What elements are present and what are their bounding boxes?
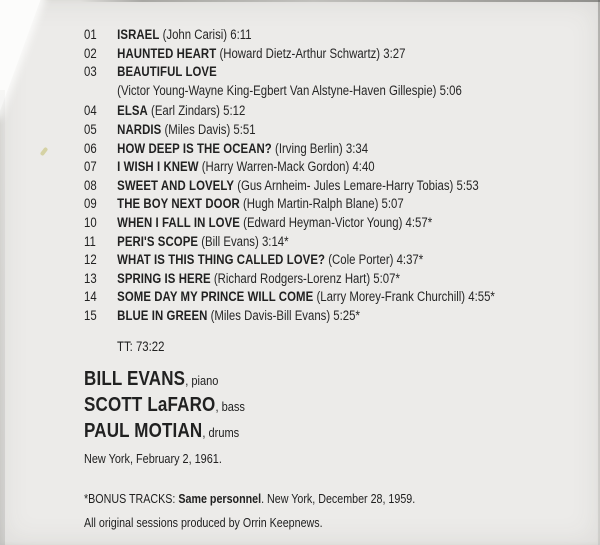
track-text-wrap [84, 140, 368, 159]
track-title: SWEET AND LOVELY [117, 177, 235, 193]
track-time: 6:11 [230, 27, 252, 42]
session-date-wrap [84, 452, 222, 466]
track-row [84, 158, 567, 177]
track-list [84, 26, 567, 326]
musician-role: , bass [215, 398, 245, 414]
personnel-wrap [84, 393, 245, 419]
track-number: 04 [84, 103, 97, 119]
session-date: New York, February 2, 1961. [84, 450, 222, 466]
track-text-wrap [84, 177, 479, 196]
track-text-wrap [84, 195, 404, 214]
bonus-note-emphasis: Same personnel [178, 491, 262, 506]
track-time: 3:14* [261, 233, 289, 249]
track-number: 01 [84, 27, 97, 42]
bonus-note-suffix: . New York, December 28, 1959. [261, 491, 416, 506]
track-title: THE BOY NEXT DOOR [117, 196, 240, 212]
personnel-wrap [84, 367, 218, 393]
track-credit: (Miles Davis-Bill Evans) [210, 307, 331, 323]
personnel-list [84, 367, 567, 445]
track-credit: (Miles Davis) [164, 121, 231, 137]
track-title: SOME DAY MY PRINCE WILL COME [117, 289, 314, 305]
total-time-wrap [117, 340, 164, 354]
total-time: TT: 73:22 [117, 338, 165, 354]
production-note-line [84, 517, 567, 530]
track-text-wrap [84, 251, 423, 270]
scan-left-edge [0, 90, 5, 545]
track-row [84, 307, 567, 326]
track-time: 4:55* [468, 289, 495, 305]
bonus-tracks-note [84, 493, 567, 506]
track-text-wrap [84, 270, 400, 289]
scan-corner-highlight [0, 0, 50, 114]
track-row [84, 195, 567, 214]
track-credit: (Richard Rodgers-Lorenz Hart) [213, 270, 371, 286]
track-number: 12 [84, 252, 97, 268]
personnel-row-piano [84, 367, 567, 393]
bonus-note-wrap [84, 493, 415, 506]
track-row [84, 251, 567, 270]
track-number: 08 [84, 177, 97, 193]
track-title: WHEN I FALL IN LOVE [117, 214, 240, 230]
track-credit: (Bill Evans) [201, 233, 259, 249]
track-title: ELSA [117, 103, 148, 119]
track-title: PERI'S SCOPE [117, 233, 199, 249]
track-row [84, 121, 567, 140]
track-text-wrap [84, 26, 252, 45]
track-number: 02 [84, 45, 97, 61]
track-time: 3:34 [345, 140, 369, 156]
track-credit: (Irving Berlin) [275, 140, 343, 156]
session-date-line [84, 452, 567, 466]
track-time: 4:37* [396, 252, 424, 268]
track-credit: (Gus Arnheim- Jules Lemare-Harry Tobias) [237, 177, 454, 193]
track-time: 5:25* [333, 307, 360, 323]
track-credit: (Howard Dietz-Arthur Schwartz) [219, 45, 381, 61]
production-note-wrap [84, 517, 323, 530]
track-credit: (Larry Morey-Frank Churchill) [316, 289, 466, 305]
track-time: 4:57* [405, 214, 433, 230]
track-text-wrap [84, 121, 256, 140]
scan-top-edge [80, 0, 600, 2]
track-time: 5:06 [439, 82, 462, 98]
track-time: 3:27 [383, 45, 406, 61]
track-title-line [84, 63, 462, 82]
musician-name: PAUL MOTIAN [84, 419, 203, 442]
track-time: 5:07* [373, 270, 400, 286]
track-row [84, 288, 567, 307]
track-row [84, 270, 567, 289]
track-title: BLUE IN GREEN [117, 307, 208, 323]
track-title: BEAUTIFUL LOVE [117, 64, 217, 80]
track-credit: (Edward Heyman-Victor Young) [243, 214, 403, 230]
track-credit: (Harry Warren-Mack Gordon) [201, 159, 350, 175]
track-title: HAUNTED HEART [117, 45, 217, 61]
track-text-wrap [84, 63, 462, 100]
track-time: 5:12 [223, 103, 246, 119]
track-credit: (Earl Zindars) [151, 103, 220, 119]
track-number: 13 [84, 270, 97, 286]
track-row [84, 140, 567, 159]
track-text-wrap [84, 214, 432, 233]
musician-role: , drums [202, 424, 240, 440]
track-time: 5:53 [456, 177, 479, 193]
track-row [84, 177, 567, 196]
track-text-wrap [84, 233, 289, 252]
track-text-wrap [84, 102, 245, 121]
track-number: 03 [84, 64, 97, 80]
track-text-wrap [84, 288, 495, 307]
track-number: 09 [84, 196, 97, 212]
track-number: 14 [84, 289, 97, 305]
track-row [84, 63, 567, 100]
track-credit-line [117, 82, 462, 101]
musician-role: , piano [185, 372, 219, 388]
track-time: 5:07 [381, 196, 404, 212]
track-number: 07 [84, 159, 97, 175]
personnel-wrap [84, 419, 239, 445]
track-text-wrap [84, 158, 375, 177]
bonus-note-prefix: *BONUS TRACKS: [84, 491, 179, 506]
cover-content [84, 26, 567, 530]
track-row [84, 214, 567, 233]
track-credit: (Hugh Martin-Ralph Blane) [242, 196, 379, 212]
track-title: HOW DEEP IS THE OCEAN? [117, 140, 272, 156]
track-title: SPRING IS HERE [117, 270, 211, 286]
total-time-line [117, 340, 567, 354]
track-time: 5:51 [233, 121, 256, 137]
personnel-row-bass [84, 393, 567, 419]
track-title: WHAT IS THIS THING CALLED LOVE? [117, 252, 326, 268]
track-title: ISRAEL [117, 27, 160, 42]
track-credit: (John Carisi) [162, 27, 228, 42]
track-row [84, 233, 567, 252]
track-row [84, 45, 567, 64]
track-text-wrap [84, 45, 405, 64]
track-number: 06 [84, 140, 97, 156]
track-time: 4:40 [352, 159, 375, 175]
track-row [84, 102, 567, 121]
track-number: 11 [84, 233, 96, 249]
musician-name: BILL EVANS [84, 367, 186, 390]
paper-speck [40, 147, 49, 157]
track-text-wrap [84, 307, 360, 326]
track-credit: (Cole Porter) [328, 252, 394, 268]
track-title: NARDIS [117, 121, 162, 137]
track-row [84, 26, 567, 45]
personnel-row-drums [84, 419, 567, 445]
musician-name: SCOTT LaFARO [84, 393, 216, 416]
track-number: 05 [84, 121, 97, 137]
track-number: 10 [84, 214, 97, 230]
production-note: All original sessions produced by Orrin Keepnews. [84, 515, 323, 530]
track-title: I WISH I KNEW [117, 159, 199, 175]
track-credit: (Victor Young-Wayne King-Egbert Van Alstyne-Haven Gillespie) [117, 82, 437, 98]
track-number: 15 [84, 307, 97, 323]
